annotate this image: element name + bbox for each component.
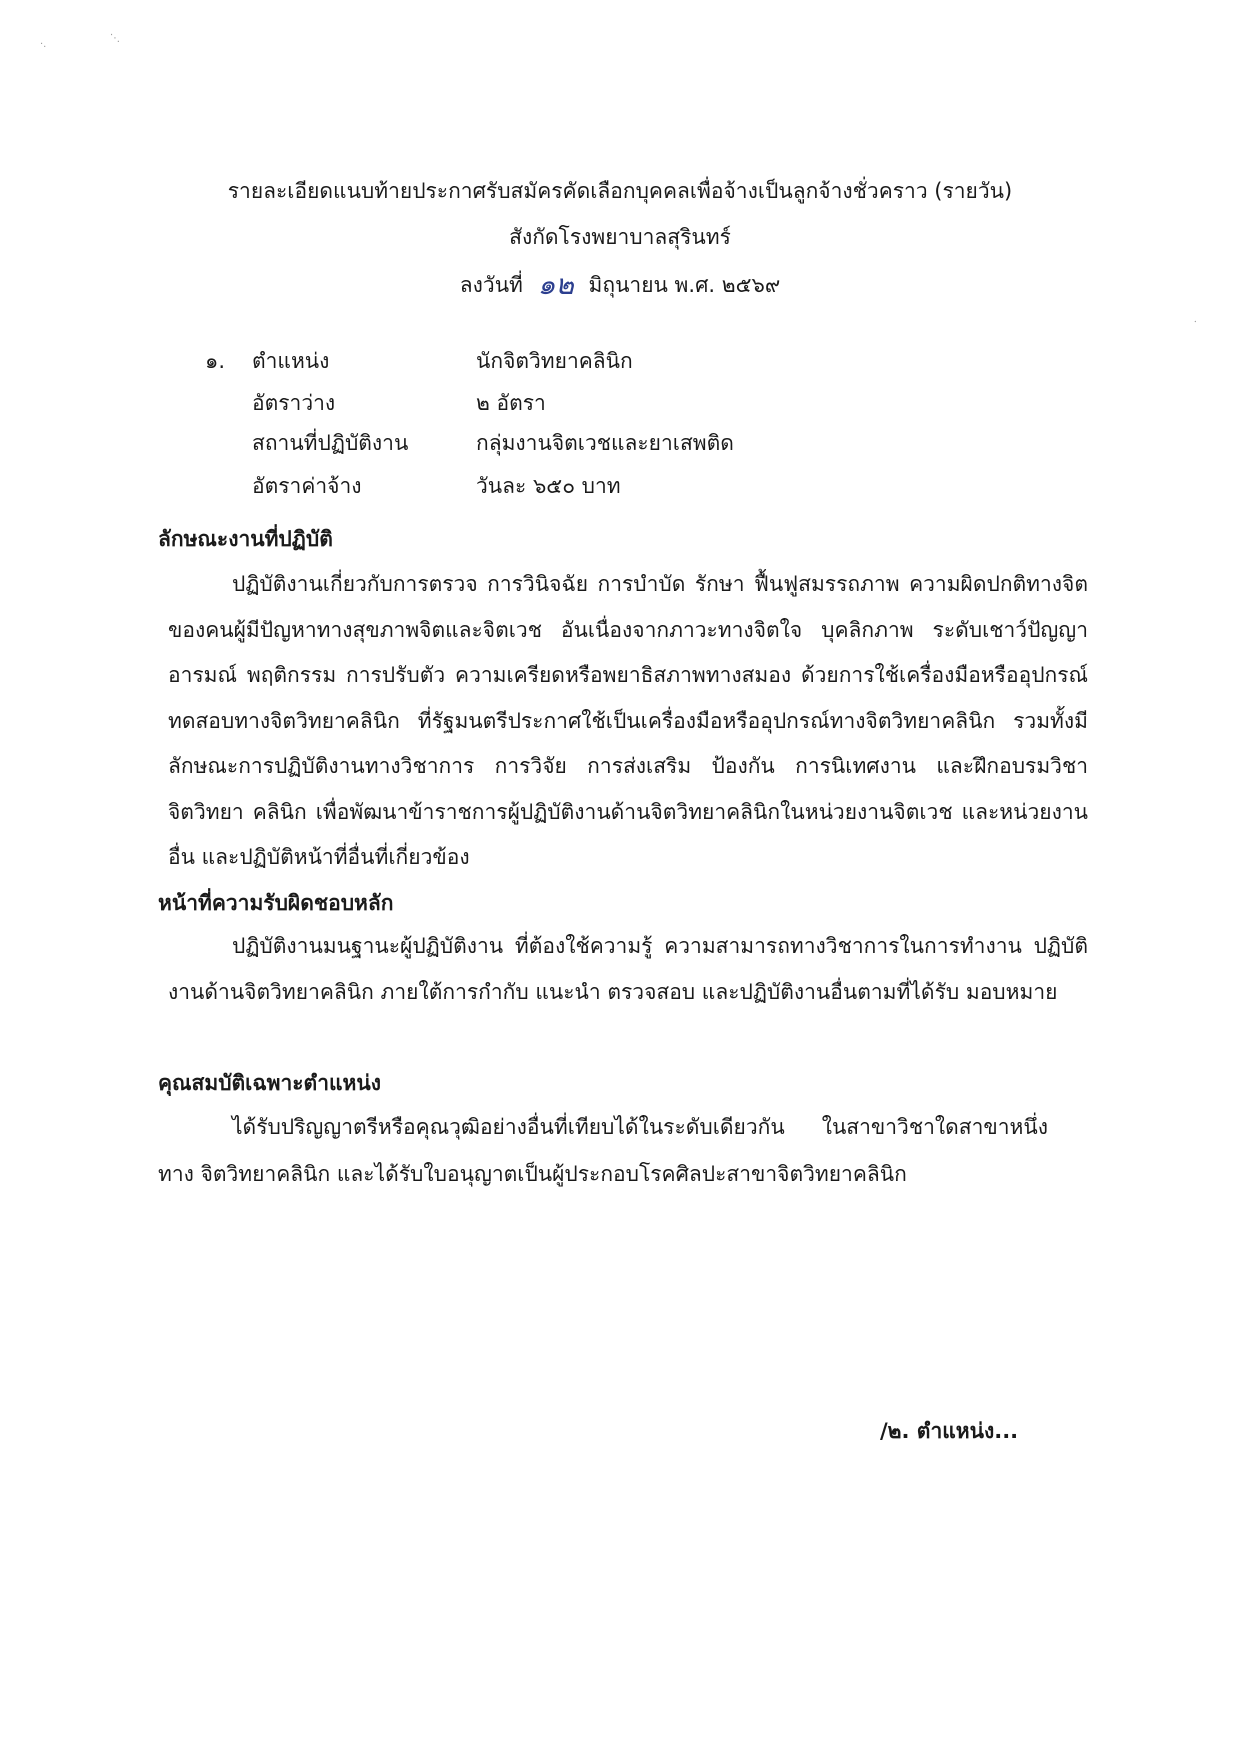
vacancy-label: อัตราว่าง — [252, 391, 336, 415]
wage-label: อัตราค่าจ้าง — [252, 474, 362, 498]
document-title: รายละเอียดแนบท้ายประกาศรับสมัครคัดเลือกบุคคลเพื่อจ้างเป็นลูกจ้างชั่วคราว (รายวัน) — [227, 179, 1013, 203]
job-nature-heading: ลักษณะงานที่ปฏิบัติ — [158, 527, 333, 551]
position-label: ตำแหน่ง — [252, 349, 330, 373]
wage-value: วันละ ๖๕๐ บาท — [476, 474, 621, 498]
date-prefix: ลงวันที่ — [459, 273, 523, 297]
qualifications-body: ได้รับปริญญาตรีหรือคุณวุฒิอย่างอื่นที่เทียบได้ในระดับเดียวกัน ในสาขาวิชาใดสาขาหนึ่งทาง จิตวิทยาคลินิก และได้รับใบอนุญาตเป็นผู้ประกอบโรคศิลปะสาขาจิตวิทยาคลินิก — [158, 1115, 1048, 1186]
scan-speck: ·. — [40, 39, 47, 50]
position-number: ๑. — [205, 349, 226, 373]
main-duties-heading: หน้าที่ความรับผิดชอบหลัก — [158, 891, 394, 915]
workplace-label: สถานที่ปฏิบัติงาน — [252, 431, 409, 455]
scan-speck: ⋱ — [110, 33, 120, 44]
vacancy-value: ๒ อัตรา — [476, 391, 546, 415]
page-continuation: /๒. ตำแหน่ง... — [880, 1419, 1019, 1443]
document-date — [0, 268, 1240, 300]
position-value: นักจิตวิทยาคลินิก — [476, 349, 633, 373]
main-duties-body: ปฏิบัติงานมนฐานะผู้ปฏิบัติงาน ที่ต้องใช้ความรู้ ความสามารถทางวิชาการในการทำงาน ปฏิบัติงานด้านจิตวิทยาคลินิก ภายใต้การกำกับ แนะนำ ตรวจสอบ และปฏิบัติงานอื่นตามที่ได้รับ มอบหมาย — [168, 934, 1088, 1004]
handwritten-date-day: ๑๒ — [537, 268, 574, 301]
scan-speck: ⸱ — [1194, 317, 1197, 328]
document-affiliation: สังกัดโรงพยาบาลสุรินทร์ — [509, 225, 731, 249]
date-rest: มิถุนายน พ.ศ. ๒๕๖๙ — [588, 273, 781, 297]
workplace-value: กลุ่มงานจิตเวชและยาเสพติด — [476, 431, 734, 455]
job-nature-body: ปฏิบัติงานเกี่ยวกับการตรวจ การวินิจฉัย การบำบัด รักษา ฟื้นฟูสมรรถภาพ ความผิดปกติทางจิต ของคนผู้มีปัญหาทางสุขภาพจิตและจิตเวช อันเนื่องจากภาวะทางจิตใจ บุคลิกภาพ ระดับเชาว์ปัญญา อารมณ์ พฤติกรรม การปรับตัว ความเครียดหรือพยาธิสภาพทางสมอง ด้วยการใช้เครื่องมือหรืออุปกรณ์ ทดสอบทางจิตวิทยาคลินิก ที่รัฐมนตรีประกาศใช้เป็นเครื่องมือหรืออุปกรณ์ทางจิตวิทยาคลินิก รวมทั้งมี ลักษณะการปฏิบัติงานทางวิชาการ การวิจัย การส่งเสริม ป้องกัน การนิเทศงาน และฝึกอบรมวิชาจิตวิทยา คลินิก เพื่อพัฒนาข้าราชการผู้ปฏิบัติงานด้านจิตวิทยาคลินิกในหน่วยงานจิตเวช และหน่วยงานอื่น และปฏิบัติหน้าที่อื่นที่เกี่ยวข้อง — [168, 572, 1088, 869]
qualifications-heading: คุณสมบัติเฉพาะตำแหน่ง — [158, 1071, 381, 1095]
